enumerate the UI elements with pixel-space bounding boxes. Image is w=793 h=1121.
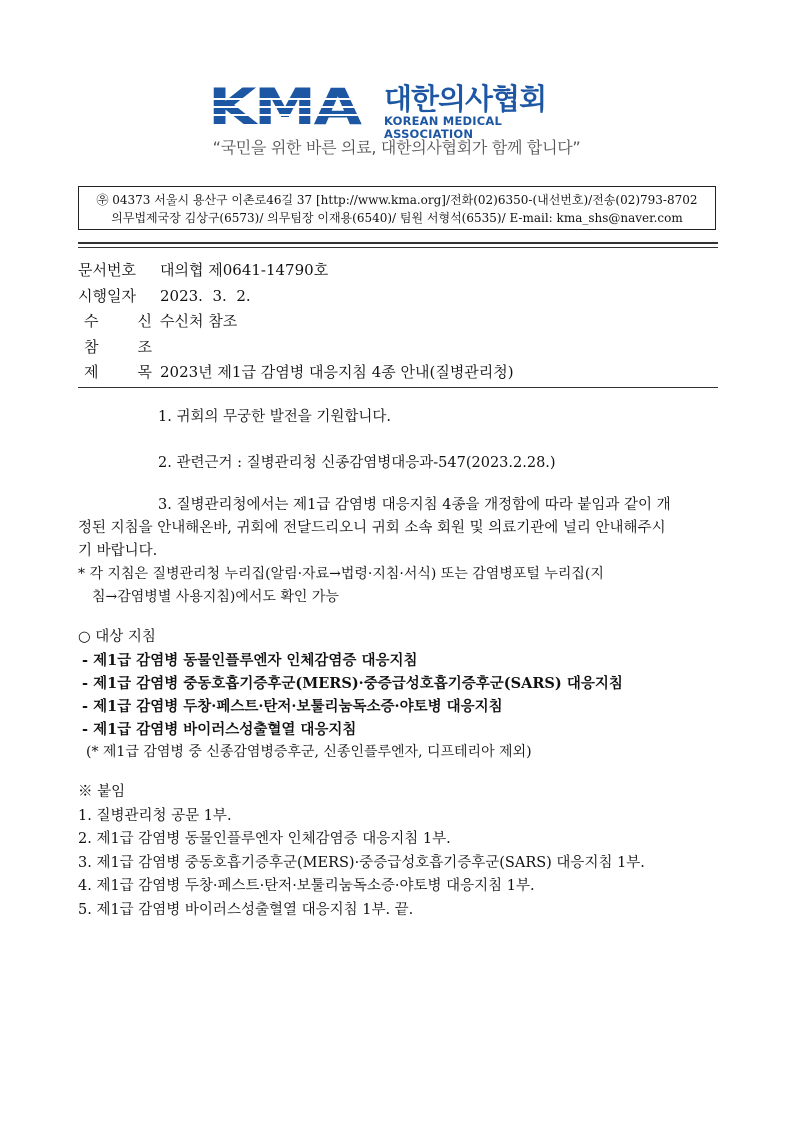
reference-label-b: 조 bbox=[137, 337, 152, 356]
target-item: - 제1급 감염병 동물인플루엔자 인체감염증 대응지침 bbox=[82, 652, 418, 669]
contact-line-staff: 의무법제국장 김상구(6573)/ 의무팀장 이재용(6540)/ 팀원 서형석(6535)/ E-mail: kma_shs@naver.com bbox=[111, 211, 683, 225]
attachment-item: 5. 제1급 감염병 바이러스성출혈열 대응지침 1부. 끝. bbox=[78, 901, 414, 918]
attachments-heading: ※ 붙임 bbox=[78, 784, 126, 800]
header-divider bbox=[78, 242, 718, 248]
target-guidelines bbox=[78, 626, 718, 764]
paragraph-3-line-3: 기 바랍니다. bbox=[78, 543, 158, 559]
body-paragraph-3 bbox=[78, 494, 718, 609]
target-item: - 제1급 감염병 바이러스성출혈열 대응지침 bbox=[82, 721, 357, 738]
subject-label-b: 목 bbox=[137, 363, 152, 381]
org-name-korean: 대한의사협회 bbox=[384, 82, 547, 116]
paragraph-3-line-2: 정된 지침을 안내해온바, 귀회에 전달드리오니 귀회 소속 회원 및 의료기관에 널리 안내해주시 bbox=[78, 520, 666, 536]
paragraph-2: 2. 관련근거 : 질병관리청 신종감염병대응과-547(2023.2.28.) bbox=[158, 455, 556, 471]
attachments bbox=[78, 781, 645, 922]
body-paragraph-2 bbox=[78, 452, 718, 475]
attachment-item: 4. 제1급 감염병 두창·페스트·탄저·보툴리눔독소증·야토병 대응지침 1부. bbox=[78, 878, 535, 894]
meta-row-subject bbox=[78, 360, 514, 386]
meta-row-reference bbox=[78, 335, 514, 361]
date-label: 시행일자 bbox=[78, 286, 136, 305]
target-item: - 제1급 감염병 중동호흡기증후군(MERS)·중증급성호흡기증후군(SARS) 대응지침 bbox=[82, 675, 623, 692]
doc-no-value: 대의협 제0641-14790호 bbox=[160, 261, 329, 279]
target-item: - 제1급 감염병 두창·페스트·탄저·보툴리눔독소증·야토병 대응지침 bbox=[82, 698, 503, 715]
contact-box bbox=[78, 186, 716, 230]
target-exclusion-note: (* 제1급 감염병 중 신종감염병증후군, 신종인플루엔자, 디프테리아 제외) bbox=[86, 744, 532, 760]
meta-row-date bbox=[78, 284, 514, 310]
subject-divider bbox=[78, 387, 718, 388]
kma-logo-letters bbox=[208, 84, 378, 130]
subject-value: 2023년 제1급 감염병 대응지침 4종 안내(질병관리청) bbox=[160, 363, 514, 381]
recipient-value: 수신처 참조 bbox=[160, 312, 238, 330]
contact-line-address: ㉾ 04373 서울시 용산구 이촌로46길 37 [http://www.kma.org]/전화(02)6350-(내선번호)/전송(02)793-8702 bbox=[96, 193, 698, 207]
kma-logo bbox=[208, 82, 588, 141]
note-line-2: 침→감염병별 사용지침)에서도 확인 가능 bbox=[92, 589, 339, 605]
recipient-label-b: 신 bbox=[137, 312, 152, 330]
body-paragraph-1 bbox=[78, 406, 718, 429]
document-meta bbox=[78, 258, 514, 386]
attachment-item: 2. 제1급 감염병 동물인플루엔자 인체감염증 대응지침 1부. bbox=[78, 831, 451, 847]
paragraph-1: 1. 귀회의 무궁한 발전을 기원합니다. bbox=[158, 409, 391, 425]
meta-row-recipient bbox=[78, 309, 514, 335]
subject-label-a: 제 bbox=[84, 363, 99, 381]
recipient-label-a: 수 bbox=[84, 312, 99, 330]
reference-label-a: 참 bbox=[84, 337, 99, 356]
target-heading: ○ 대상 지침 bbox=[78, 629, 156, 645]
slogan: “국민을 위한 바른 의료, 대한의사협회가 함께 합니다” bbox=[212, 138, 581, 157]
attachment-item: 3. 제1급 감염병 중동호흡기증후군(MERS)·중증급성호흡기증후군(SARS) 대응지침 1부. bbox=[78, 854, 645, 871]
paragraph-3-line-1: 3. 질병관리청에서는 제1급 감염병 대응지침 4종을 개정함에 따라 붙임과 같이 개 bbox=[158, 497, 671, 513]
meta-row-doc-no bbox=[78, 258, 514, 284]
date-value: 2023. 3. 2. bbox=[160, 286, 251, 305]
org-name-english: KOREAN MEDICAL ASSOCIATION bbox=[384, 114, 503, 141]
attachment-item: 1. 질병관리청 공문 1부. bbox=[78, 807, 232, 824]
doc-no-label: 문서번호 bbox=[78, 261, 136, 279]
note-line-1: * 각 지침은 질병관리청 누리집(알림·자료→법령·지침·서식) 또는 감염병포털 누리집(지 bbox=[78, 566, 604, 582]
